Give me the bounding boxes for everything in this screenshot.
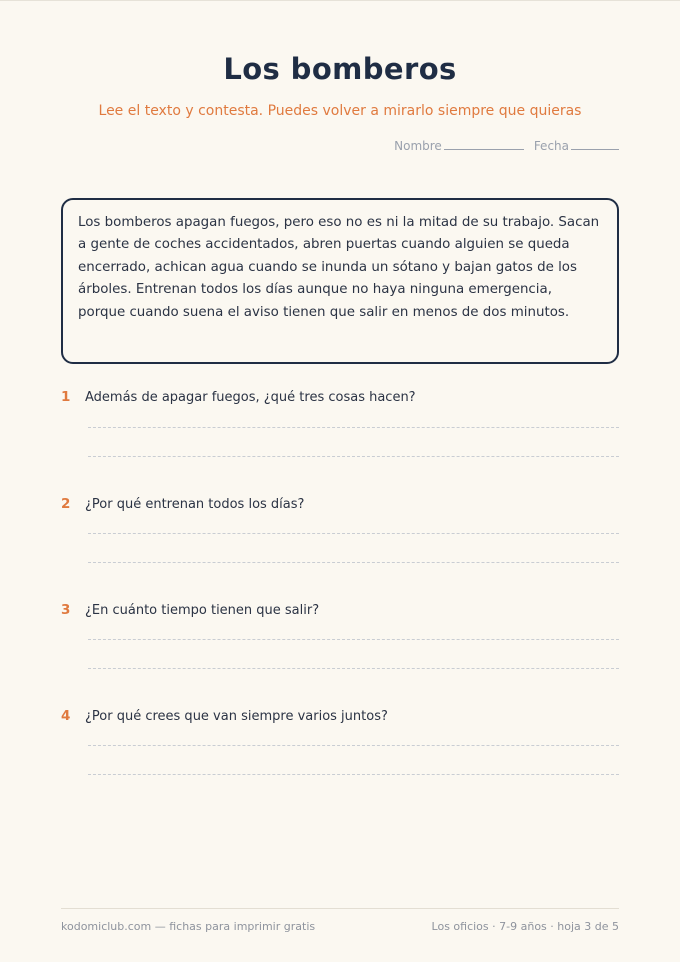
answer-line[interactable] [88,533,619,534]
question-text: ¿En cuánto tiempo tienen que salir? [85,603,320,618]
instructions: Lee el texto y contesta. Puedes volver a mirarlo siempre que quieras [98,103,582,119]
question-1 [61,389,619,405]
question-number: 1 [61,389,71,405]
answer-line[interactable] [88,774,619,775]
question-3 [61,602,619,618]
footer-site: kodomiclub.com — fichas para imprimir gratis [61,920,316,933]
date-blank[interactable] [571,138,619,150]
answer-line[interactable] [88,562,619,563]
footer-sheet-info: Los oficios · 7-9 años · hoja 3 de 5 [431,920,619,933]
answer-line[interactable] [88,639,619,640]
top-divider [0,0,680,1]
question-number: 3 [61,602,71,618]
question-number: 4 [61,708,71,724]
name-blank[interactable] [444,138,524,150]
date-label: Fecha [533,139,569,153]
answer-line[interactable] [88,456,619,457]
question-text: Además de apagar fuegos, ¿qué tres cosas hacen? [85,390,416,405]
reading-passage: Los bomberos apagan fuegos, pero eso no es ni la mitad de su trabajo. Sacan a gente de coches accidentados, abren puertas cuando alguien se queda encerrado, achican agua cuando se inunda un sótano y bajan gatos de los árboles. Entrenan todos los días aunque no haya ninguna emergencia, porque cuando suena el aviso tienen que salir en menos de dos minutos. [61,198,619,364]
footer-divider [61,908,619,909]
page-title: Los bomberos [223,52,457,86]
question-text: ¿Por qué crees que van siempre varios juntos? [85,709,388,724]
answer-line[interactable] [88,427,619,428]
name-field[interactable] [394,138,524,153]
question-2 [61,496,619,512]
date-field[interactable] [534,138,619,153]
question-4 [61,708,619,724]
question-number: 2 [61,496,71,512]
name-label: Nombre [394,139,442,153]
answer-line[interactable] [88,745,619,746]
question-text: ¿Por qué entrenan todos los días? [85,497,305,512]
answer-line[interactable] [88,668,619,669]
student-fields [394,138,619,153]
